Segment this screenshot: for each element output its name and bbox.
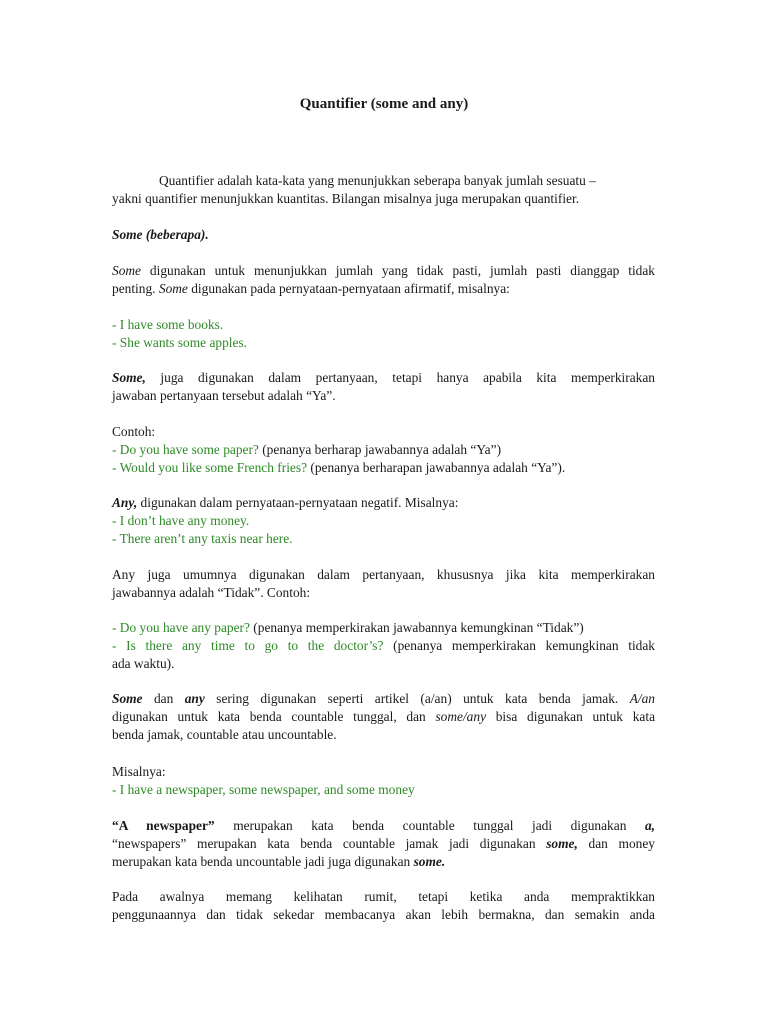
keyword-a: a,: [644, 818, 656, 833]
explain-text: merupakan kata benda uncountable jadi juga digunakan: [112, 854, 414, 869]
some-heading: Some (beberapa).: [112, 227, 209, 242]
any-question-line-2: jawabannya adalah “Tidak”. Contoh:: [112, 585, 311, 600]
explain-line-3: [112, 853, 655, 871]
example-line: - She wants some apples.: [112, 335, 247, 350]
closing-line-1: Pada awalnya memang kelihatan rumit, tetapi ketika anda mempraktikkan: [112, 889, 655, 904]
article-text: sering digunakan seperti artikel (a/an) untuk kata benda jamak.: [204, 691, 630, 706]
explain-text: “newspapers” merupakan kata benda countable jamak jadi digunakan: [112, 836, 547, 851]
article-text: dan: [142, 691, 185, 706]
explain-line-1: [112, 817, 655, 835]
intro-line-2: yakni quantifier menunjukkan kuantitas. Bilangan misalnya juga merupakan quantifier.: [112, 191, 580, 206]
some-definition: [112, 262, 655, 298]
article-text: digunakan untuk kata benda countable tunggal, dan: [112, 709, 436, 724]
contoh-example-2: [112, 637, 655, 655]
article-paragraph: [112, 690, 655, 744]
any-definition: [112, 494, 655, 548]
example-line: - There aren’t any taxis near here.: [112, 531, 293, 546]
article-text: bisa digunakan untuk kata: [486, 709, 656, 724]
keyword-a-an: A/an: [629, 691, 655, 706]
example-line: - I don’t have any money.: [112, 513, 250, 528]
example-note: (penanya memperkirakan jawabannya kemungkinan “Tidak”): [249, 620, 584, 635]
explain-text: dan money: [577, 836, 655, 851]
some-definition-text-1: digunakan untuk menunjukkan jumlah yang tidak pasti, jumlah pasti dianggap tidak: [141, 263, 655, 278]
any-question-paragraph: [112, 566, 655, 602]
any-question-line-1: Any juga umumnya digunakan dalam pertanyaan, khususnya jika kita memperkirakan: [112, 567, 655, 582]
some-definition-text-3: digunakan pada pernyataan-pernyataan afirmatif, misalnya:: [187, 281, 510, 296]
example-note: (penanya berharap jawabannya adalah “Ya”): [258, 442, 502, 457]
article-line-1: [112, 690, 655, 708]
article-line-3: benda jamak, countable atau uncountable.: [112, 727, 337, 742]
closing-paragraph: [112, 888, 655, 924]
keyword-some: some.: [413, 854, 446, 869]
explain-text: merupakan kata benda countable tunggal jadi digunakan: [214, 818, 645, 833]
keyword-any: Any,: [112, 495, 138, 510]
contoh-example-1: [112, 441, 655, 459]
some-definition-line-2: [112, 280, 655, 298]
contoh-label: Contoh:: [112, 424, 156, 439]
some-question-line-2: jawaban pertanyaan tersebut adalah “Ya”.: [112, 388, 336, 403]
example-line: - I have some books.: [112, 317, 224, 332]
example-sentence: - Is there any time to go to the doctor’s?: [112, 638, 384, 653]
explain-paragraph: [112, 817, 655, 871]
explain-line-2: [112, 835, 655, 853]
keyword-some-any: some/any: [435, 709, 487, 724]
contoh-block-1: [112, 423, 655, 477]
keyword-a-newspaper: “A newspaper”: [112, 818, 215, 833]
example-note: (penanya memperkirakan kemungkinan tidak: [383, 638, 655, 653]
example-line: - I have a newspaper, some newspaper, and some money: [112, 782, 415, 797]
contoh-example-2-continued: ada waktu).: [112, 656, 175, 671]
contoh-example-1: [112, 619, 655, 637]
intro-line-1: Quantifier adalah kata-kata yang menunjukkan seberapa banyak jumlah sesuatu –: [159, 173, 596, 188]
keyword-any: any: [184, 691, 205, 706]
some-definition-line-1: [112, 262, 655, 280]
misalnya-label: Misalnya:: [112, 764, 166, 779]
keyword-some: Some: [158, 281, 188, 296]
example-sentence: - Do you have any paper?: [112, 620, 250, 635]
keyword-some: Some: [112, 263, 142, 278]
some-question-text-1: juga digunakan dalam pertanyaan, tetapi hanya apabila kita memperkirakan: [145, 370, 655, 385]
contoh-example-2: [112, 459, 655, 477]
some-question-paragraph: [112, 369, 655, 405]
example-sentence: - Would you like some French fries?: [112, 460, 308, 475]
closing-line-2: penggunaannya dan tidak sekedar membacanya akan lebih bermakna, dan semakin anda: [112, 907, 655, 922]
keyword-some: Some,: [112, 370, 146, 385]
keyword-some: some,: [546, 836, 578, 851]
some-examples: [112, 316, 655, 352]
intro-paragraph: [112, 172, 655, 208]
article-line-2: [112, 708, 655, 726]
any-definition-line: [112, 494, 655, 512]
keyword-some: Some: [112, 691, 143, 706]
misalnya-block: [112, 763, 655, 799]
example-note: (penanya berharapan jawabannya adalah “Ya”).: [307, 460, 566, 475]
contoh-block-2: [112, 619, 655, 673]
any-definition-text: digunakan dalam pernyataan-pernyataan negatif. Misalnya:: [137, 495, 459, 510]
some-question-line-1: [112, 369, 655, 387]
example-sentence: - Do you have some paper?: [112, 442, 259, 457]
page-title: Quantifier (some and any): [299, 96, 469, 112]
some-definition-text-2: penting.: [112, 281, 159, 296]
